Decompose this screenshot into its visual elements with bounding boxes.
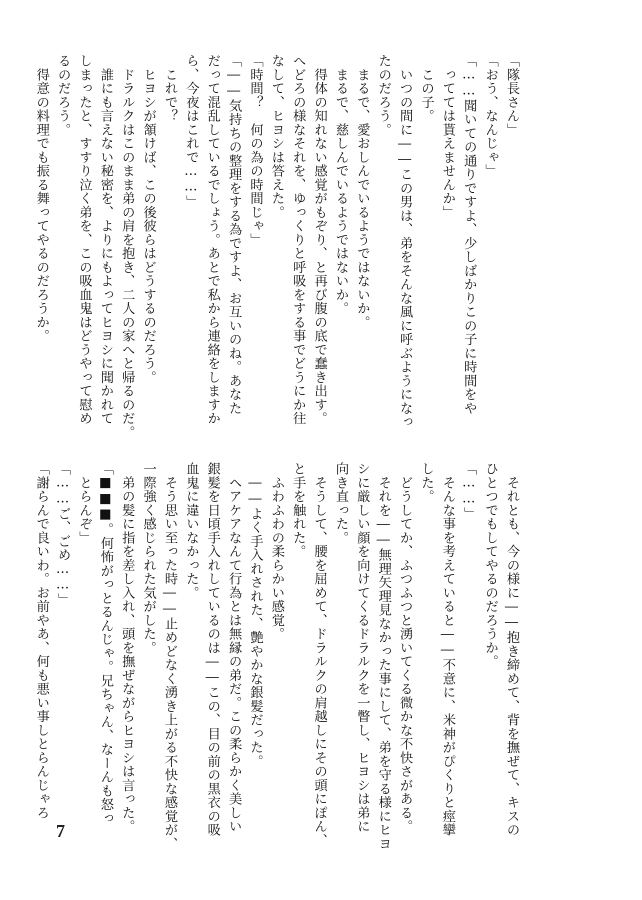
text-line: 一際強く感じられた気がした。 (140, 462, 156, 655)
text-line: 「……ご、ごめ……」 (55, 462, 71, 607)
text-line: 銀髪を日頃手入れしているのは――この、目の前の黒衣の吸 (204, 462, 220, 837)
text-line: 「……」 (461, 462, 477, 521)
text-line: 「……聞いての通りですよ、少しばかりこの子に時間をや (461, 54, 477, 416)
text-line: まるで、愛おしんでいるようではないか。 (354, 54, 370, 329)
text-line: 「おう、なんじゃ」 (482, 54, 498, 178)
text-line: それを――無理矢理見なかった事にして、弟を守る様にヒヨ (375, 462, 391, 851)
text-line: ドラルクはこのまま弟の肩を抱き、二人の家へと帰るのだ。 (119, 54, 135, 439)
text-line: 「謝らんで良いわ。お前やあ、何も悪い事しとらんじゃろ (33, 462, 49, 820)
text-line: シに厳しい顔を向けてくるドラルクを一瞥し、ヒヨシは弟に (354, 462, 370, 834)
text-line: 「時間？ 何の為の時間じゃ」 (247, 54, 263, 247)
text-line: この子。 (418, 54, 434, 123)
text-line: ら、今夜はこれで……」 (183, 54, 199, 209)
text-block-top (33, 54, 522, 439)
text-line: ヒヨシが頷けば、この後彼らはどうするのだろう。 (140, 54, 156, 384)
text-line: ひとつでもしてやるのだろうか。 (482, 462, 498, 669)
text-line: と手を触れた。 (290, 462, 306, 559)
text-line: ――よく手入れされた、艶やかな銀髪だった。 (247, 462, 263, 769)
text-line: どうしてか、ふつふつと湧いてくる微かな不快さがある。 (397, 462, 413, 834)
text-line: そうして、腰を屈めて、ドラルクの肩越しにその頭にぽん、 (311, 462, 327, 847)
text-line: だって混乱しているでしょう。あとで私から連絡をしますか (204, 54, 220, 426)
text-line: 「■■■。何怖がっとるんじゃ。兄ちゃん、なーんも怒っ (97, 462, 113, 825)
text-line: そう思い至った時――止めどなく湧き上がる不快な感覚が、 (162, 462, 177, 851)
page-number: 7 (56, 821, 65, 841)
text-line: とらんぞ」 (76, 462, 92, 545)
text-line: 得体の知れない感覚がもぞり、と再び腹の底で蠢き出す。 (311, 54, 327, 426)
text-line: ってては貰えませんか」 (439, 54, 455, 219)
text-block-bottom (33, 462, 522, 851)
text-line: なして、ヒヨシは答えた。 (268, 54, 284, 219)
text-line: これで？ (162, 54, 177, 123)
text-line: 「隊長さん」 (504, 54, 519, 137)
text-line: それとも、今の様に――抱き締めて、背を撫ぜて、キスの (504, 462, 519, 837)
text-line: るのだろう。 (55, 54, 71, 137)
text-line: まるで、慈しんでいるようではないか。 (333, 54, 348, 316)
text-line: しまったと、すすり泣く弟を、この吸血鬼はどうやって慰め (76, 54, 92, 426)
text-line: そんな事を考えていると――不意に、米神がぴくりと痙攣 (439, 462, 455, 837)
text-line: 誰にも言えない秘密を、よりにもよってヒヨシに聞かれて (97, 54, 113, 426)
text-line: 向き直った。 (333, 462, 348, 545)
text-line: たのだろう。 (375, 54, 391, 137)
text-line: 弟の髪に指を差し入れ、頭を撫ぜながらヒヨシは言った。 (119, 462, 135, 834)
text-line: へどろの様なそれを、ゆっくりと呼吸をする事でどうにか往 (290, 54, 306, 426)
text-line: 「――気持ちの整理をする為ですよ、お互いのね。あなた (226, 54, 242, 416)
text-line: 得意の料理でも振る舞ってやるのだろうか。 (33, 54, 49, 343)
text-line: ふわふわの柔らかい感覚。 (268, 462, 284, 641)
text-line: 血鬼に違いなかった。 (183, 462, 199, 600)
text-line: ヘアケアなんて行為とは無縁の弟だ。この柔らかく美しい (226, 462, 242, 834)
text-line: した。 (418, 462, 434, 504)
text-line: いつの間に――この男は、弟をそんな風に呼ぶようになっ (397, 54, 413, 429)
